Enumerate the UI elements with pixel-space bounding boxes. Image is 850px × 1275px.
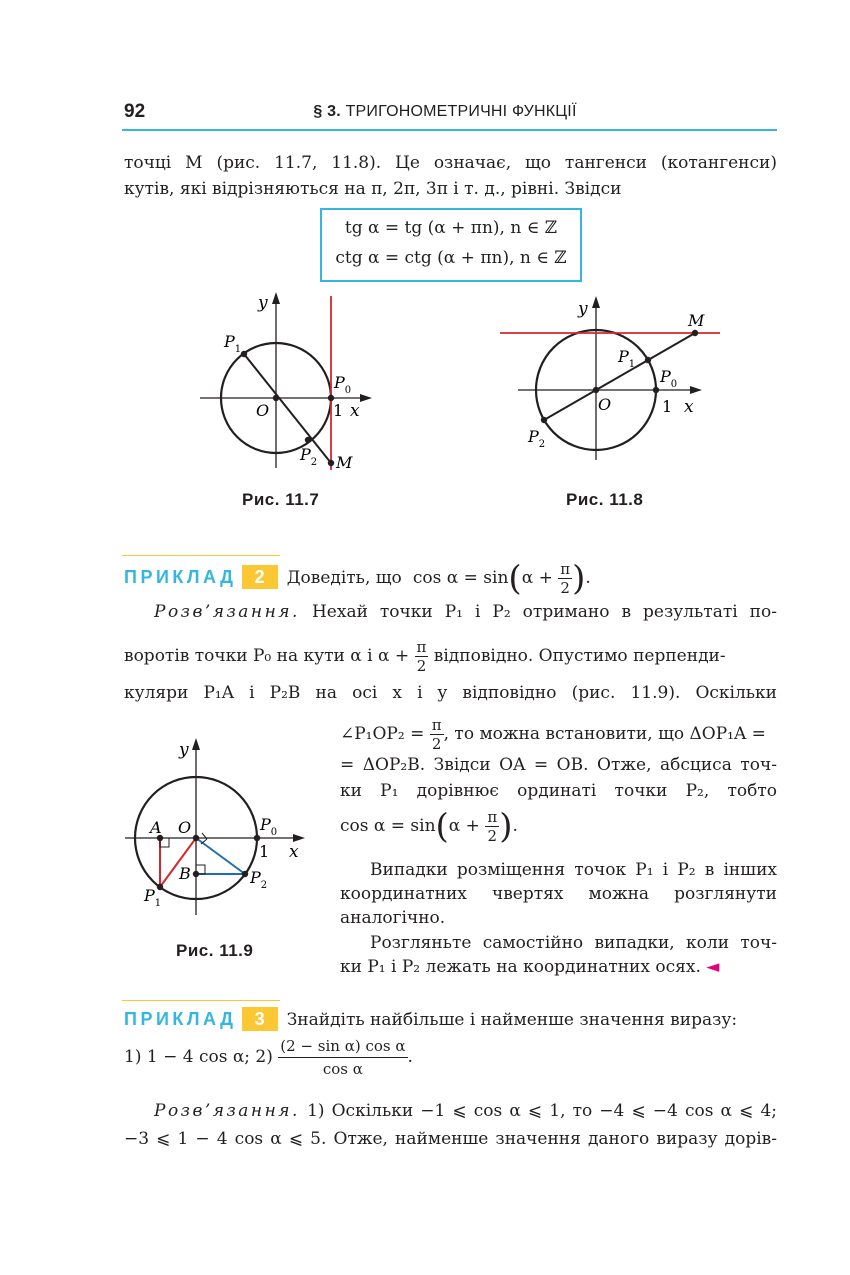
intro-line-2: кутів, які відрізняються на π, 2π, 3π і т. д., рівні. Звідси: [124, 179, 622, 199]
fig118-label-p2: $P_2$: [528, 427, 546, 450]
fig118-label-y: y: [578, 299, 588, 319]
fig118-label-p0: $P_0$: [660, 367, 678, 390]
fig117-point-p2: [305, 437, 311, 443]
fig117-label-p0: $P_0$: [334, 373, 352, 396]
figure-11-9: [125, 735, 325, 920]
fig118-label-one: 1: [662, 397, 673, 416]
solution3-line-2: −3 ⩽ 1 − 4 cos α ⩽ 5. Отже, найменше значення даного виразу дорів-: [124, 1129, 777, 1149]
fig119-label-one: 1: [259, 842, 270, 861]
fig117-point-p1: [241, 351, 247, 357]
solution2-para2-line-3: аналогічно.: [340, 908, 446, 928]
solution2-line-3: куляри P₁A і P₂B на осі x і y відповідно (рис. 11.9). Оскільки: [124, 683, 777, 703]
fig118-label-x: x: [684, 397, 694, 417]
solution2-line-1: Розв’язання. Нехай точки P₁ і P₂ отримано в результаті по-: [154, 602, 777, 622]
solution2-line-7: cos α = sin(α + $\frac{\pi}{2}$ ).: [340, 806, 518, 847]
fig119-label-b: B: [179, 864, 191, 883]
fig119-y-arrow: [192, 738, 200, 750]
fig119-label-p0: $P_0$: [260, 815, 278, 838]
solution2-para3-line-1: Розгляньте самостійно випадки, коли точ-: [370, 933, 777, 953]
formula-ctg: ctg α = ctg (α + πn), n ∈ ℤ: [335, 248, 567, 268]
formula-tg: tg α = tg (α + πn), n ∈ ℤ: [344, 218, 558, 238]
example2-task: Доведіть, що: [286, 568, 402, 588]
fig119-point-o: [193, 835, 199, 841]
fig118-label-o: O: [598, 395, 612, 414]
fig117-point-m: [328, 460, 334, 466]
fig117-point-o: [273, 395, 279, 401]
fig118-y-arrow: [592, 296, 600, 308]
example3-items: 1) 1 − 4 cos α; 2) $\frac{\text{(2 − sin α) cos α}}{\text{cos α}}$ .: [124, 1037, 413, 1078]
fig118-x-arrow: [690, 386, 702, 394]
section-title: ТРИГОНОМЕТРИЧНІ ФУНКЦІЇ: [345, 103, 577, 120]
example2-header: [124, 558, 591, 599]
fig117-label-one: 1: [333, 401, 344, 420]
solution2-line-2: воротів точки P₀ на кути α і α + $\frac{\pi}{2}$ відповідно. Опустимо перпенди-: [124, 638, 726, 675]
solution2-para2-line-1: Випадки розміщення точок P₁ і P₂ в інших: [370, 860, 777, 880]
solution2-line-4: ∠P₁OP₂ = $\frac{\pi}{2}$ , то можна встановити, що ΔOP₁A =: [340, 716, 766, 753]
header-rule: [122, 129, 777, 131]
fig118-point-p1: [645, 357, 651, 363]
fig118-caption: Рис. 11.8: [566, 490, 644, 509]
fig119-label-x: x: [289, 842, 299, 862]
solution2-para2-line-2: координатних чвертях можна розглянути: [340, 884, 777, 904]
fig117-y-arrow: [272, 292, 280, 304]
solution2-para3-line-2: ки P₁ і P₂ лежать на координатних осях. ◄: [340, 957, 720, 977]
end-of-solution-mark: ◄: [706, 957, 720, 977]
formula-box: [320, 208, 582, 282]
fig117-x-arrow: [360, 394, 372, 402]
fig118-label-p1: $P_1$: [618, 347, 636, 370]
section-number: § 3.: [313, 103, 341, 120]
fig119-point-b: [193, 871, 199, 877]
example3-top-rule: [122, 1000, 280, 1001]
running-header: [0, 103, 850, 121]
fig118-label-m: M: [688, 311, 705, 330]
example2-word: ПРИКЛАД: [124, 567, 237, 587]
fig117-label-y: y: [258, 293, 268, 313]
example2-number: 2: [242, 565, 278, 589]
fig119-radius-op2: [196, 838, 245, 874]
fig119-label-a: A: [150, 818, 162, 837]
fig117-label-p1: $P_1$: [224, 332, 242, 355]
example3-header: [124, 1007, 737, 1033]
fig117-label-p2: $P_2$: [300, 445, 318, 468]
example3-word: ПРИКЛАД: [124, 1009, 237, 1029]
fig119-label-y: y: [179, 740, 189, 760]
fig117-label-m: M: [336, 453, 353, 472]
fig118-point-p0: [653, 387, 659, 393]
fig119-point-p2: [242, 871, 248, 877]
fig119-label-o: O: [178, 818, 192, 837]
page-number: 92: [124, 101, 146, 122]
fig117-caption: Рис. 11.7: [242, 490, 320, 509]
fig118-point-p2: [541, 417, 547, 423]
fig118-point-o: [593, 387, 599, 393]
example3-number: 3: [242, 1007, 278, 1031]
example2-top-rule: [122, 555, 280, 556]
fig119-x-arrow: [293, 834, 305, 842]
solution3-line-1: Розв’язання. 1) Оскільки −1 ⩽ cos α ⩽ 1, то −4 ⩽ −4 cos α ⩽ 4;: [154, 1101, 778, 1121]
fig119-caption: Рис. 11.9: [176, 941, 254, 960]
fig117-label-o: O: [256, 401, 270, 420]
example2-formula: cos α = sin(α + $\frac{\pi}{2}$ ).: [412, 558, 591, 599]
fig119-label-p1: $P_1$: [144, 886, 162, 909]
fig119-label-p2: $P_2$: [250, 868, 268, 891]
figure-11-7: [190, 290, 390, 480]
fig117-label-x: x: [350, 401, 360, 421]
intro-line-1: точці M (рис. 11.7, 11.8). Це означає, що тангенси (котангенси): [124, 153, 777, 173]
solution2-line-6: ки P₁ дорівнює ординаті точки P₂, тобто: [340, 781, 777, 801]
figure-11-8: [500, 292, 730, 462]
fig119-point-p0: [254, 835, 260, 841]
example3-task: Знайдіть найбільше і найменше значення виразу:: [286, 1010, 738, 1030]
fig119-point-p1: [157, 884, 163, 890]
fig118-point-m: [692, 330, 698, 336]
solution2-line-5: = ΔOP₂B. Звідси OA = OB. Отже, абсциса точ-: [340, 755, 777, 775]
